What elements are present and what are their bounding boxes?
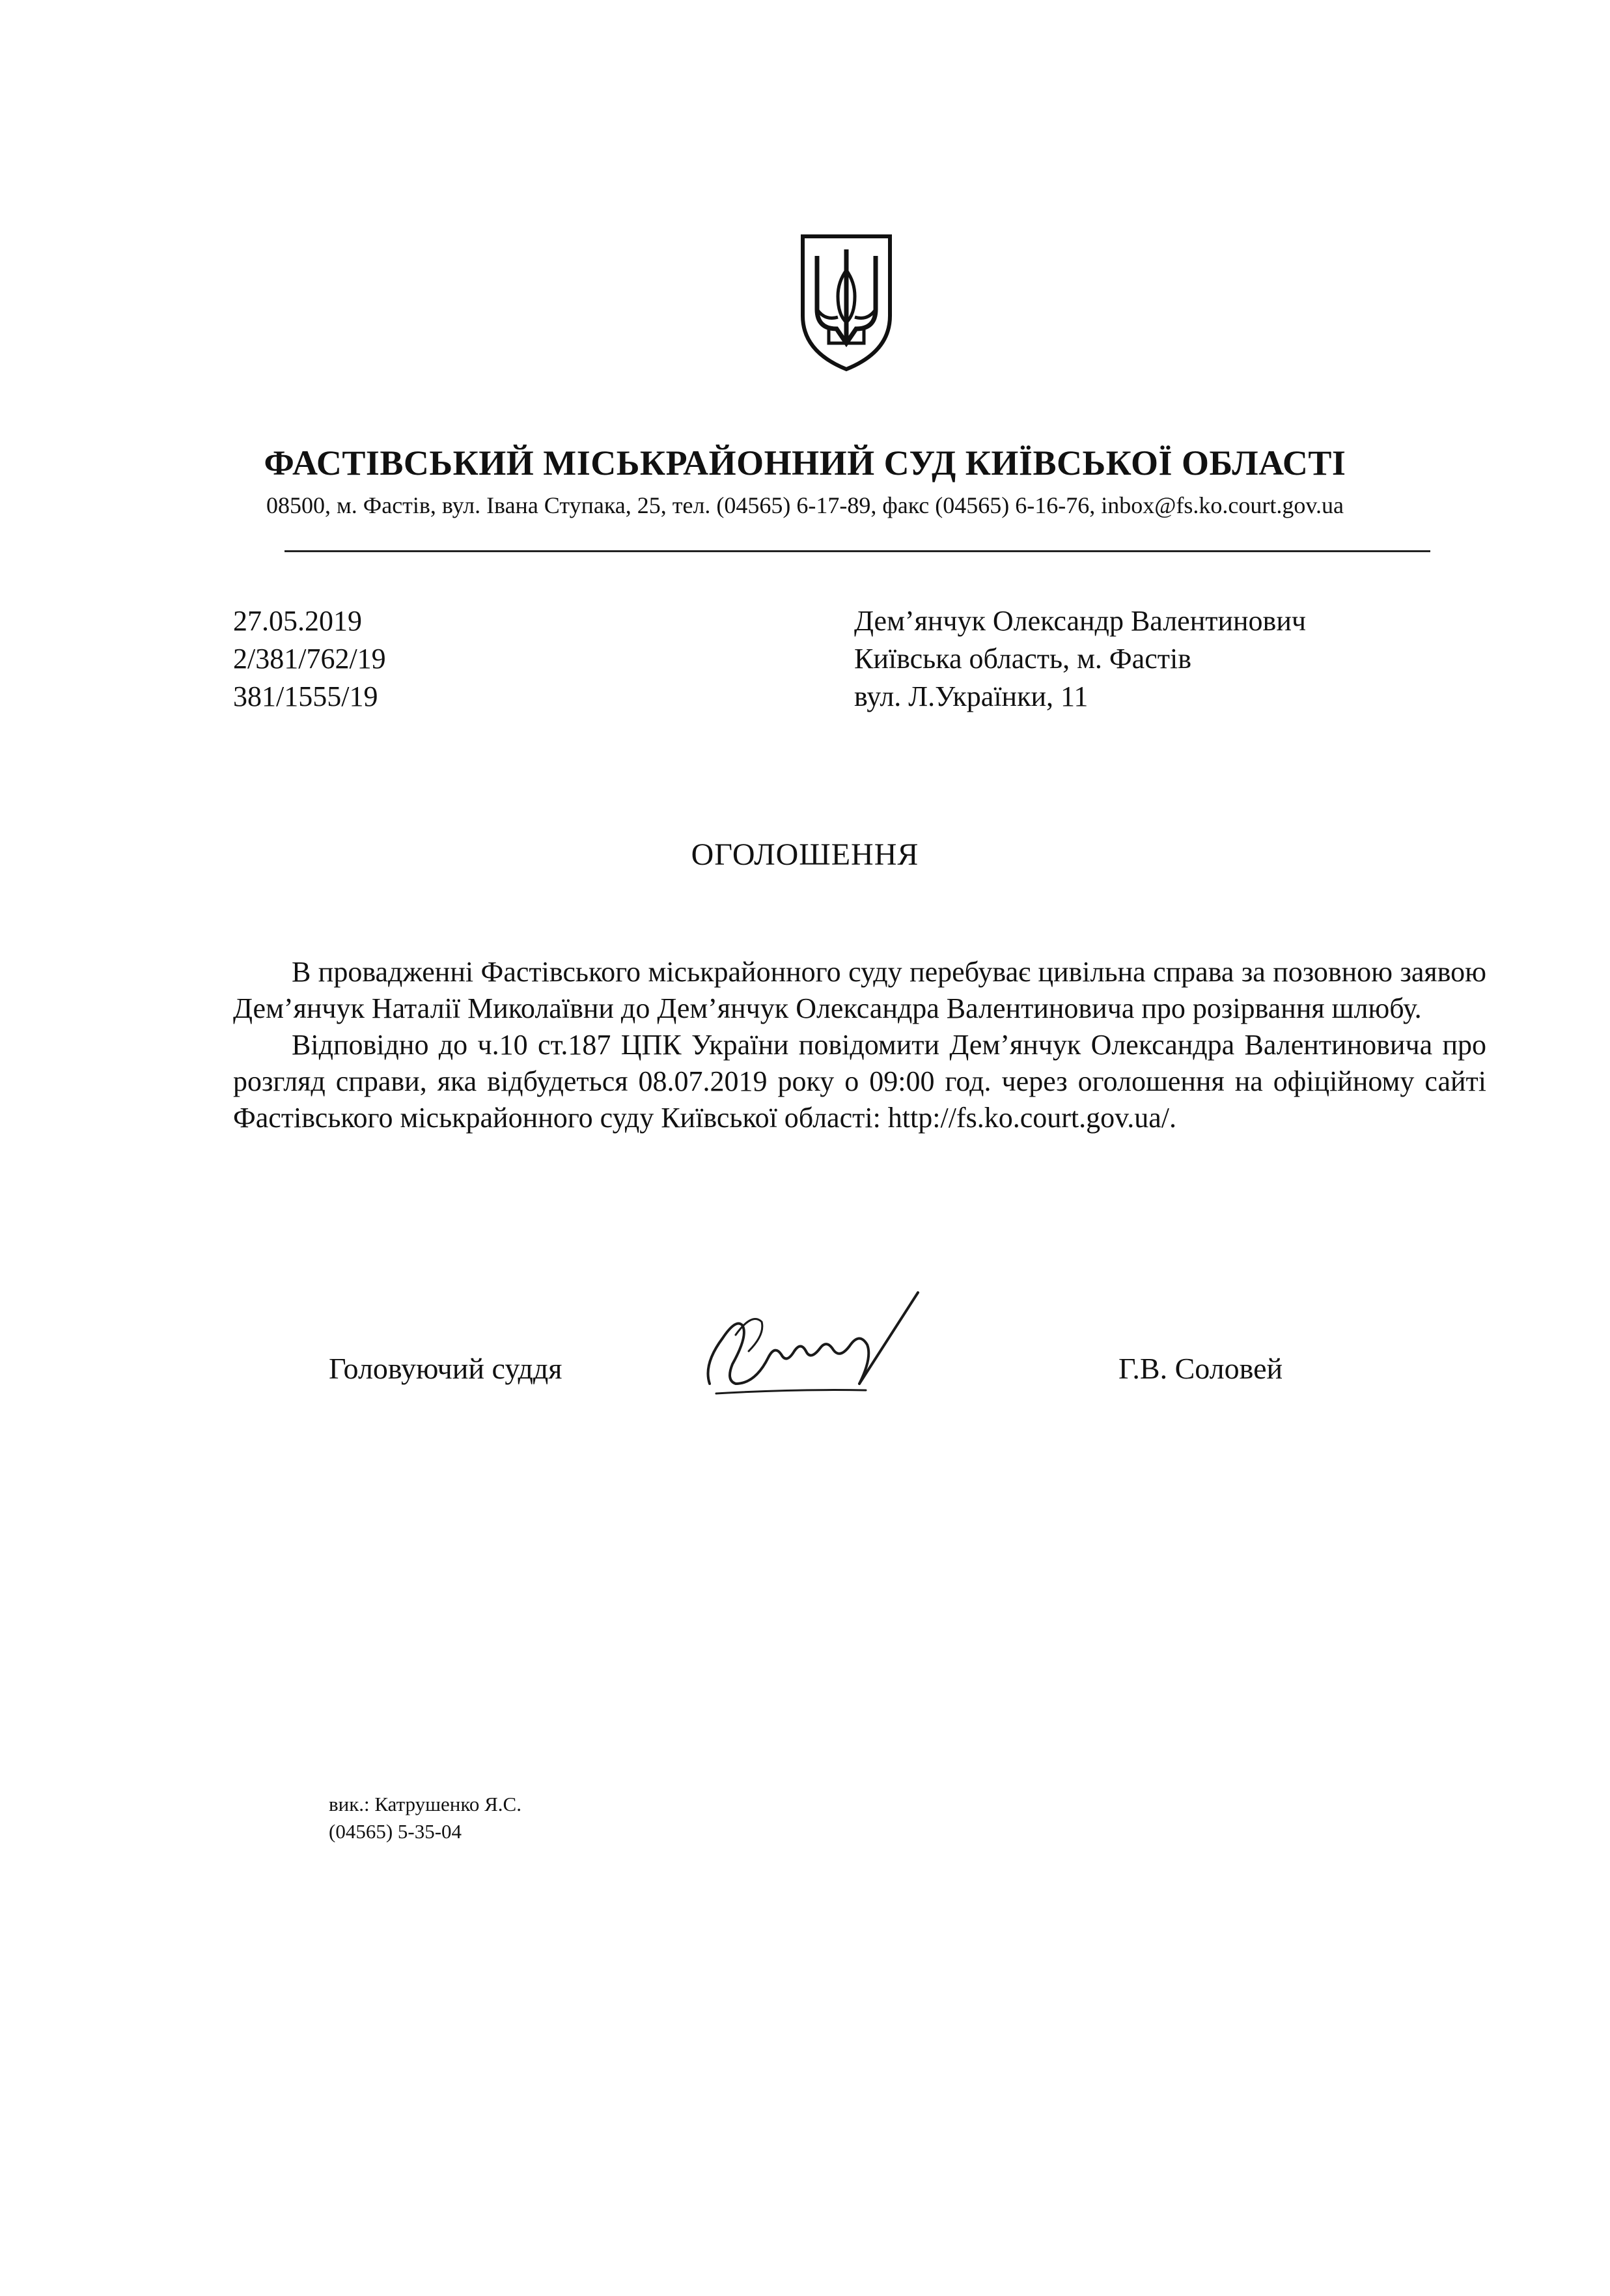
executor-name: вик.: Катрушенко Я.С. [329,1793,521,1815]
document-meta [233,602,386,716]
recipient-block [854,602,1306,716]
court-name: ФАСТІВСЬКИЙ МІСЬКРАЙОННИЙ СУД КИЇВСЬКОЇ ОБЛАСТІ [264,443,1346,483]
trident-emblem-icon [798,231,895,374]
case-number: 2/381/762/19 [233,643,386,675]
executor-block [329,1791,521,1845]
recipient-name: Дем’янчук Олександр Валентинович [854,605,1307,637]
signature-row [0,1286,1610,1429]
court-address: 08500, м. Фастів, вул. Івана Ступака, 25, тел. (04565) 6-17-89, факс (04565) 6-16-76, inbox@fs.ko.court.gov.ua [266,492,1344,518]
signer-name: Г.В. Соловей [1118,1352,1283,1385]
handwritten-signature [697,1286,931,1403]
document-date: 27.05.2019 [233,605,362,637]
document-body [233,954,1486,1136]
header-divider [285,550,1430,552]
document-title: ОГОЛОШЕННЯ [691,837,919,872]
recipient-address-line: вул. Л.Українки, 11 [854,680,1089,712]
signer-role: Головуючий суддя [329,1352,562,1385]
proceeding-number: 381/1555/19 [233,680,378,712]
recipient-address-line: Київська область, м. Фастів [854,643,1191,675]
body-paragraph: Відповідно до ч.10 ст.187 ЦПК України повідомити Дем’янчук Олександра Валентиновича про розгляд справи, яка відбудеться 08.07.2019 року о 09:00 год. через оголошення на офіційному сайті Фастівського міськрайонного суду Київської області: http://fs.ko.court.gov.ua/. [233,1029,1486,1134]
body-paragraph: В провадженні Фастівського міськрайонного суду перебуває цивільна справа за позовною заявою Дем’янчук Наталії Миколаївни до Дем’янчук Олександра Валентиновича про розірвання шлюбу. [233,956,1486,1024]
executor-phone: (04565) 5-35-04 [329,1820,462,1843]
